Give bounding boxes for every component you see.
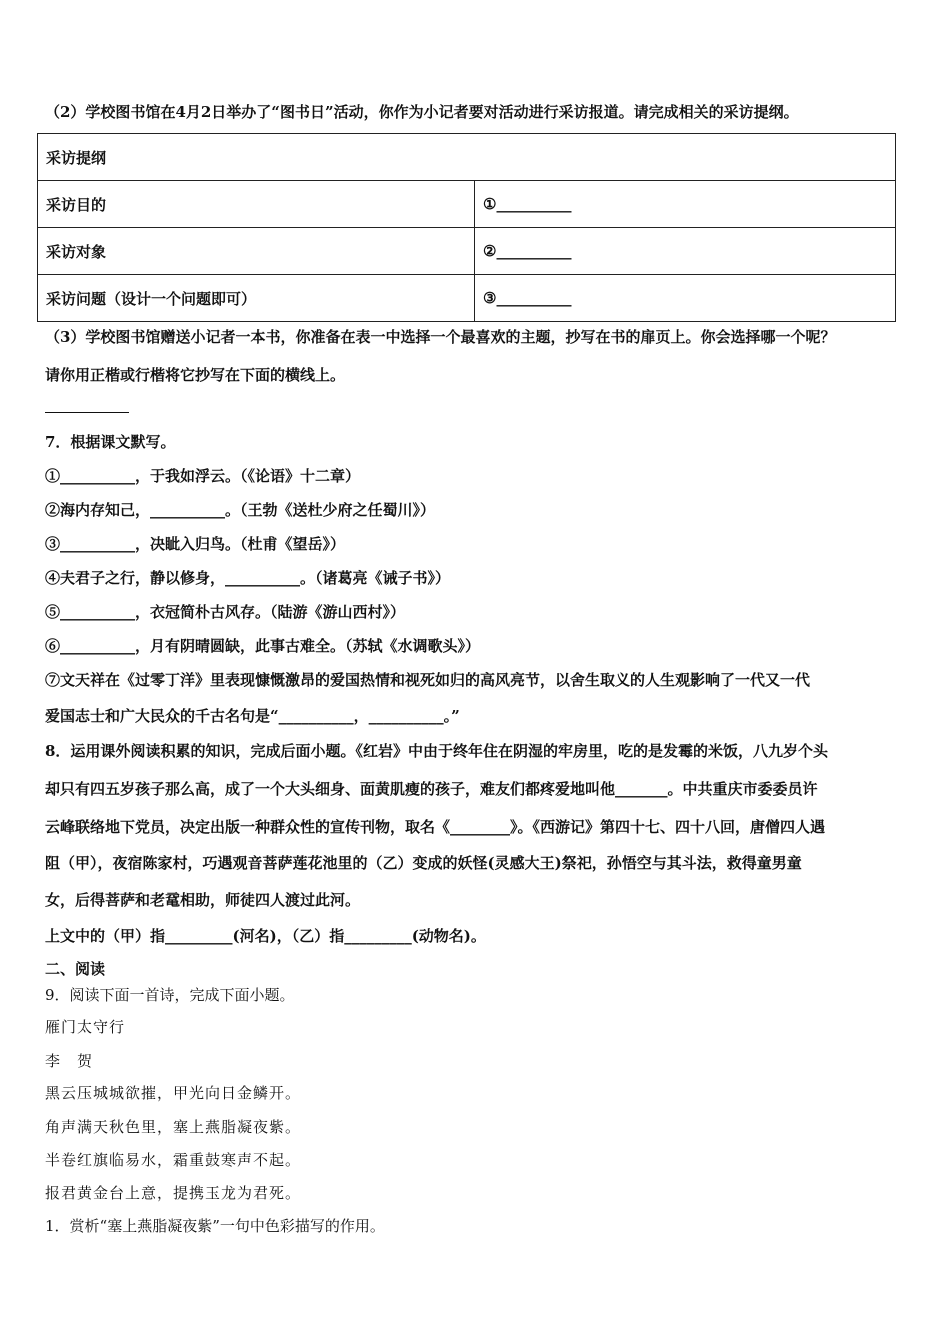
answer-blank[interactable]: ①__________ [475,181,896,228]
row-label: 采访目的 [38,181,475,228]
q7-item: ⑦文天祥在《过零丁洋》里表现慷慨激昂的爱国热情和视死如归的高风亮节，以舍生取义的人生观影响了一代又一代 [45,671,811,689]
row-label: 采访问题（设计一个问题即可） [38,275,475,322]
q8-line: 阻（甲），夜宿陈家村，巧遇观音菩萨莲花池里的（乙）变成的妖怪(灵感大王)祭祀，孙悟空与其斗法，救得童男童 [45,854,802,872]
q8-line: 却只有四五岁孩子那么高，成了一个大头细身、面黄肌瘦的孩子，难友们都疼爱地叫他_______。中共重庆市委委员许 [45,780,818,798]
q9-title: 9．阅读下面一首诗，完成下面小题。 [45,986,295,1004]
answer-blank[interactable]: ②__________ [475,228,896,275]
q8-line: 8．运用课外阅读积累的知识，完成后面小题。《红岩》中由于终年住在阴湿的牢房里，吃的是发霉的米饭，八九岁个头 [45,742,828,760]
q6-2-intro: （2）学校图书馆在4月2日举办了“图书日”活动，你作为小记者要对活动进行采访报道。请完成相关的采访提纲。 [45,103,799,121]
q7-item: 爱国志士和广大民众的千古名句是“__________，__________。” [45,707,460,725]
q7-item: ③__________，决眦入归鸟。（杜甫《望岳》） [45,535,346,553]
table-row [38,181,896,228]
poem-line: 角声满天秋色里，塞上燕脂凝夜紫。 [45,1118,302,1136]
poem-author: 李 贺 [45,1052,94,1070]
q7-item: ⑥__________，月有阴晴圆缺，此事古难全。（苏轼《水调歌头》） [45,637,481,655]
q7-item: ⑤__________，衣冠简朴古风存。（陆游《游山西村》） [45,603,406,621]
poem-line: 半卷红旗临易水，霜重鼓寒声不起。 [45,1151,302,1169]
poem-line: 报君黄金台上意，提携玉龙为君死。 [45,1184,302,1202]
poem-line: 黑云压城城欲摧，甲光向日金鳞开。 [45,1084,302,1102]
table-row [38,275,896,322]
poem-title: 雁门太守行 [45,1018,126,1036]
q7-item: ④夫君子之行，静以修身，__________。（诸葛亮《诫子书》） [45,569,451,587]
interview-outline-table [37,133,896,322]
q9-sub1: 1．赏析“塞上燕脂凝夜紫”一句中色彩描写的作用。 [45,1217,385,1235]
section-title: 二、阅读 [45,960,106,978]
q6-3-line2: 请你用正楷或行楷将它抄写在下面的横线上。 [45,366,346,384]
q6-3-line1: （3）学校图书馆赠送小记者一本书，你准备在表一中选择一个最喜欢的主题，抄写在书的扉页上。你会选择哪一个呢？ [45,328,836,346]
table-header: 采访提纲 [38,134,896,181]
q8-line: 女，后得菩萨和老鼋相助，师徒四人渡过此河。 [45,891,361,909]
q7-title: 7．根据课文默写。 [45,433,176,451]
q7-item: ②海内存知己，__________。（王勃《送杜少府之任蜀川》） [45,501,436,519]
row-label: 采访对象 [38,228,475,275]
q8-line: 云峰联络地下党员，决定出版一种群众性的宣传刊物，取名《________》。《西游记》第四十七、四十八回，唐僧四人遇 [45,818,826,836]
copy-answer-line[interactable] [45,412,129,413]
answer-blank[interactable]: ③__________ [475,275,896,322]
q7-item: ①__________，于我如浮云。（《论语》十二章） [45,467,361,485]
table-row [38,228,896,275]
q8-line: 上文中的（甲）指_________(河名)，（乙）指_________(动物名)。 [45,927,486,945]
